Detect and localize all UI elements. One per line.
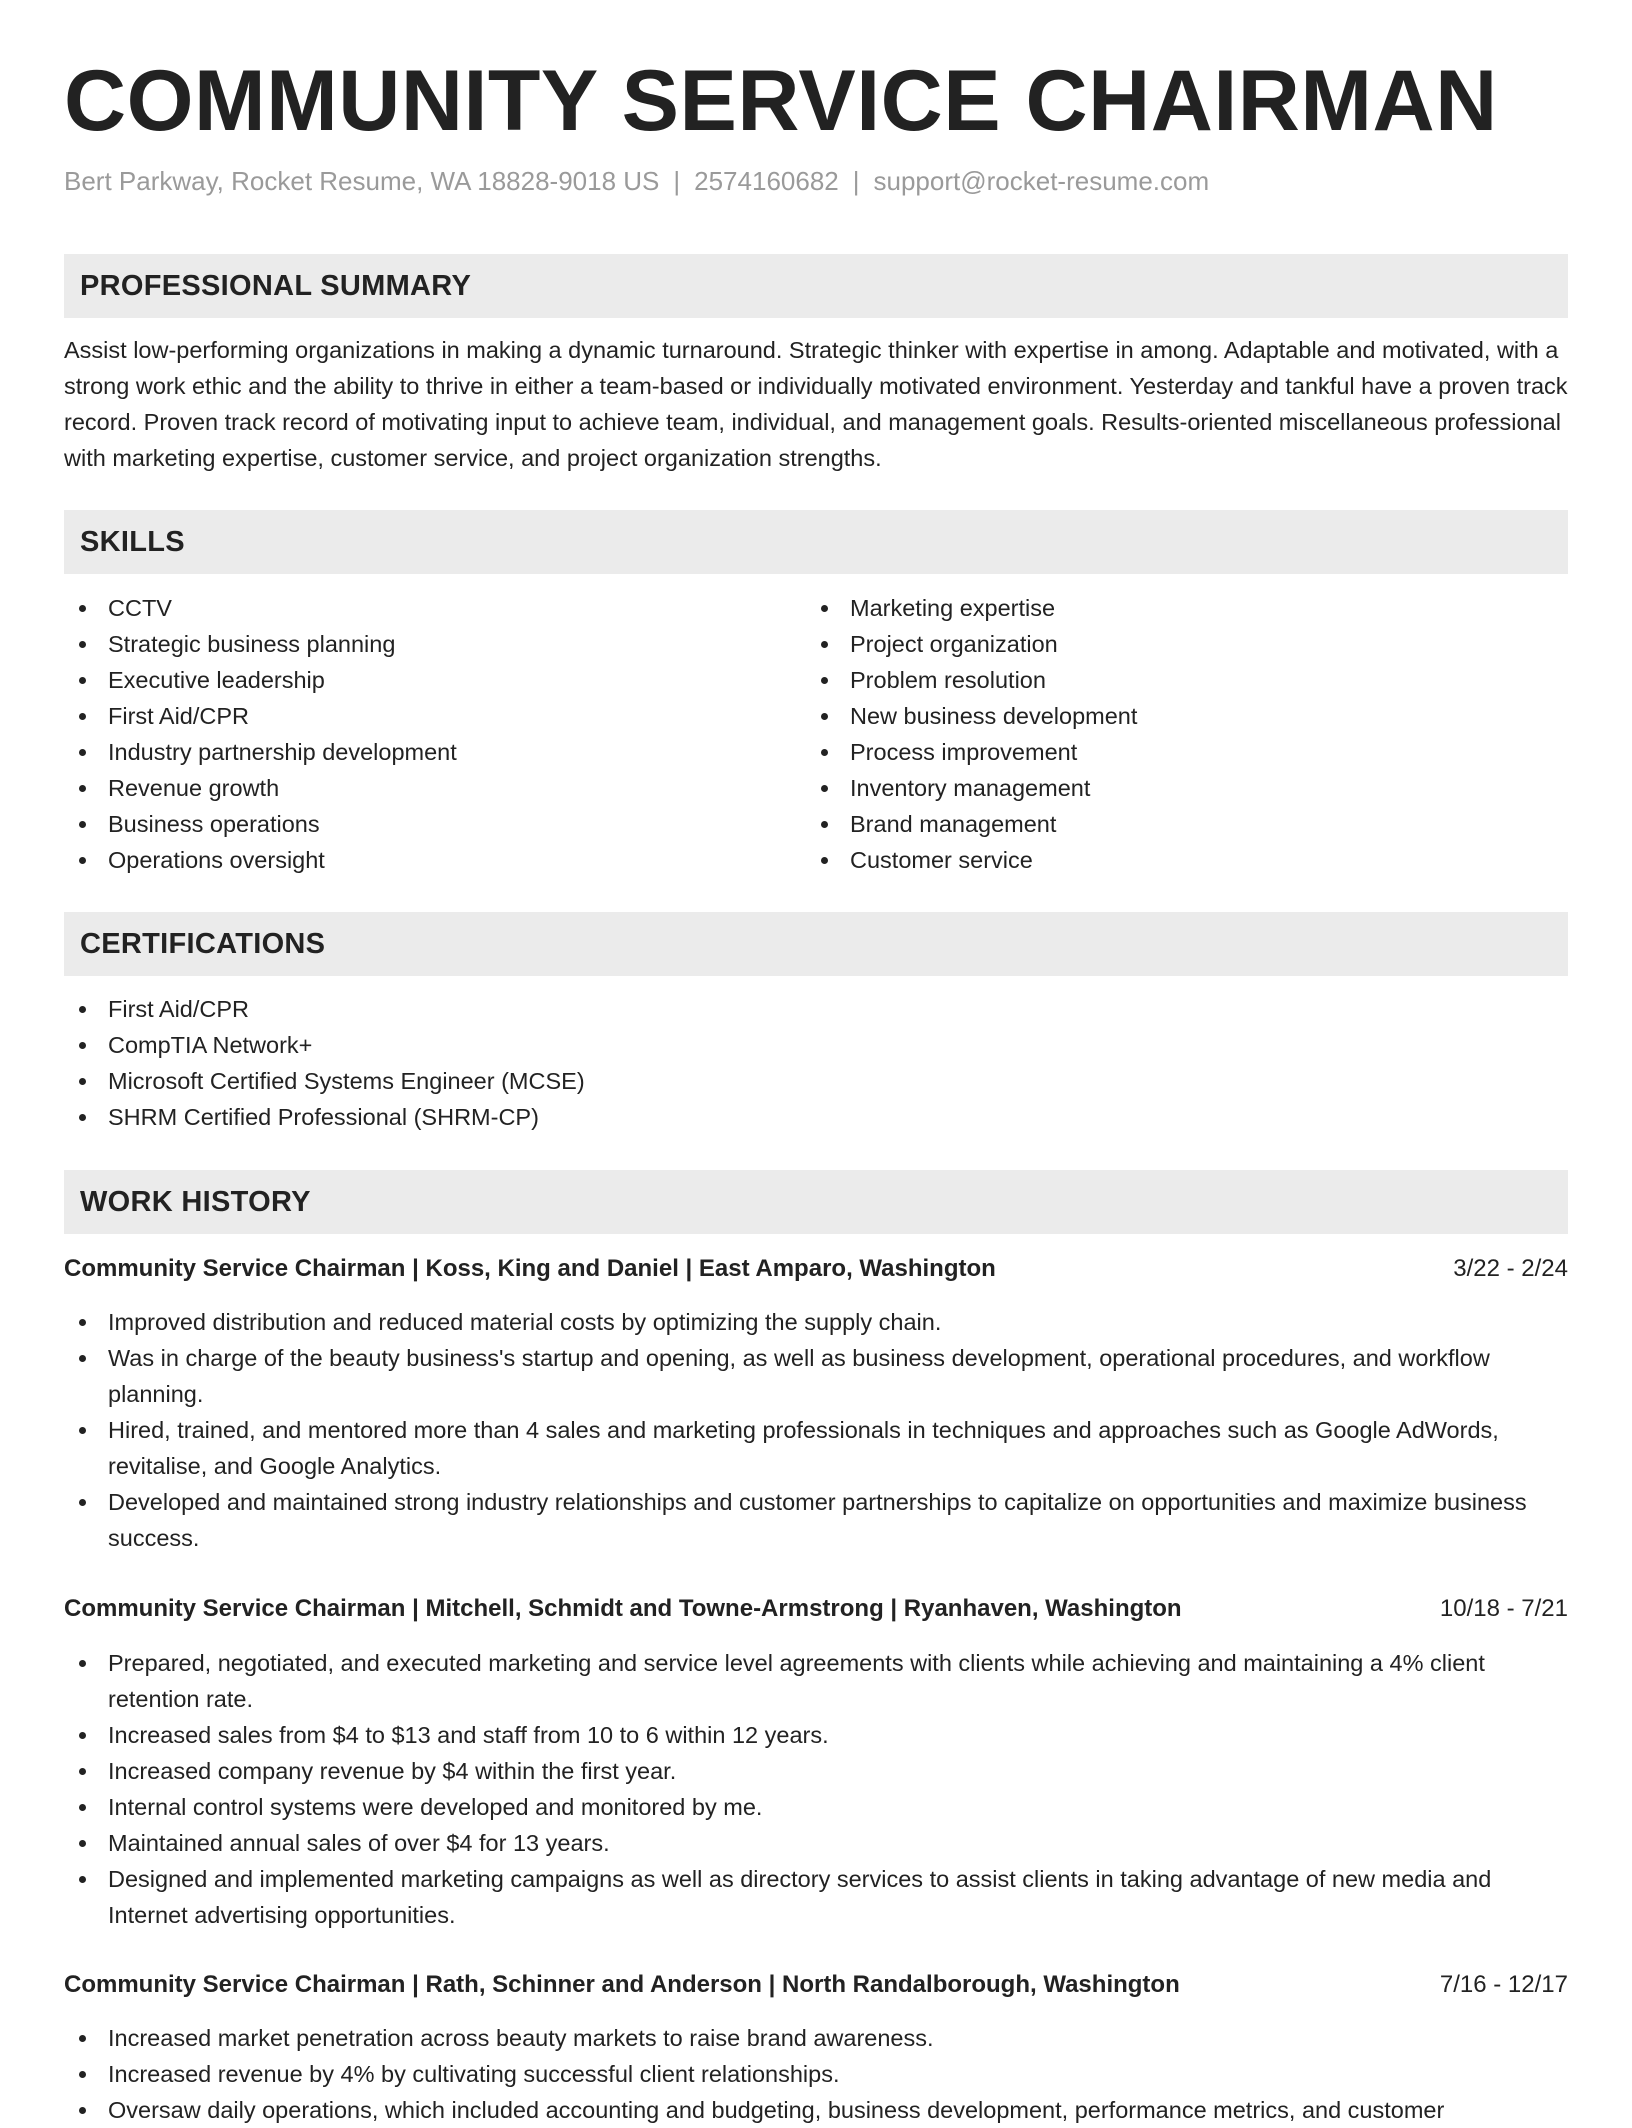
contact-email: support@rocket-resume.com: [873, 166, 1210, 196]
certification-item: First Aid/CPR: [64, 991, 1264, 1027]
job-dates: 3/22 - 2/24: [1453, 1255, 1568, 1282]
job-title: Community Service Chairman | Koss, King and Daniel | East Amparo, Washington: [64, 1255, 996, 1282]
job-header: [64, 1591, 1568, 1627]
job-header: [64, 1251, 1568, 1287]
contact-phone: 2574160682: [694, 166, 839, 196]
certification-item: SHRM Certified Professional (SHRM-CP): [64, 1099, 1264, 1135]
certifications-list: [64, 991, 1264, 1135]
contact-address: Bert Parkway, Rocket Resume, WA 18828-9018 US: [64, 166, 660, 196]
resume-title: COMMUNITY SERVICE CHAIRMAN: [64, 53, 1498, 149]
section-header-certifications: [64, 912, 1568, 976]
skill-item: Executive leadership: [64, 662, 764, 698]
skill-item: Industry partnership development: [64, 734, 764, 770]
job-bullet: Internal control systems were developed and monitored by me.: [64, 1789, 1568, 1825]
section-header-summary: [64, 254, 1568, 318]
skill-item: New business development: [806, 698, 1506, 734]
certification-item: CompTIA Network+: [64, 1027, 1264, 1063]
job-bullet: Prepared, negotiated, and executed marketing and service level agreements with clients while achieving and maintaining a 4% client retention rate.: [64, 1645, 1568, 1717]
job-title: Community Service Chairman | Rath, Schinner and Anderson | North Randalborough, Washington: [64, 1971, 1180, 1998]
job-bullet: Improved distribution and reduced material costs by optimizing the supply chain.: [64, 1304, 1568, 1340]
job-bullet: Hired, trained, and mentored more than 4 sales and marketing professionals in techniques and approaches such as Google AdWords, revitalise, and Google Analytics.: [64, 1412, 1568, 1484]
skill-item: Revenue growth: [64, 770, 764, 806]
section-header-skills: [64, 510, 1568, 574]
section-title: WORK HISTORY: [80, 1185, 311, 1218]
skill-item: Project organization: [806, 626, 1506, 662]
job-title: Community Service Chairman | Mitchell, Schmidt and Towne-Armstrong | Ryanhaven, Washington: [64, 1595, 1182, 1622]
job-bullet: Developed and maintained strong industry relationships and customer partnerships to capitalize on opportunities and maximize business success.: [64, 1484, 1568, 1556]
job-bullet: Increased company revenue by $4 within the first year.: [64, 1753, 1568, 1789]
job-bullets: [64, 1645, 1568, 1933]
skill-item: Process improvement: [806, 734, 1506, 770]
job-bullet: Increased market penetration across beauty markets to raise brand awareness.: [64, 2020, 1568, 2056]
job-bullet: Increased revenue by 4% by cultivating successful client relationships.: [64, 2056, 1568, 2092]
job-bullet: Oversaw daily operations, which included accounting and budgeting, business development, performance metrics, and customer: [64, 2092, 1568, 2128]
contact-separator: |: [673, 166, 681, 196]
skill-item: Marketing expertise: [806, 590, 1506, 626]
contact-separator: |: [852, 166, 860, 196]
section-title: PROFESSIONAL SUMMARY: [80, 269, 472, 302]
skill-item: First Aid/CPR: [64, 698, 764, 734]
skill-item: Operations oversight: [64, 842, 764, 878]
job-dates: 10/18 - 7/21: [1439, 1595, 1568, 1622]
skill-item: Customer service: [806, 842, 1506, 878]
certification-item: Microsoft Certified Systems Engineer (MCSE): [64, 1063, 1264, 1099]
summary-text: Assist low-performing organizations in making a dynamic turnaround. Strategic thinker with expertise in among. Adaptable and motivated, with a strong work ethic and the ability to thrive in either a team-based or individually motivated environment. Yesterday and tankful have a proven track record. Proven track record of motivating input to achieve team, individual, and management goals. Results-oriented miscellaneous professional with marketing expertise, customer service, and project organization strengths.: [64, 337, 1568, 471]
job-dates: 7/16 - 12/17: [1439, 1971, 1568, 1998]
job-bullet: Increased sales from $4 to $13 and staff from 10 to 6 within 12 years.: [64, 1717, 1568, 1753]
section-title: SKILLS: [80, 525, 185, 558]
skill-item: CCTV: [64, 590, 764, 626]
skill-item: Brand management: [806, 806, 1506, 842]
skill-item: Problem resolution: [806, 662, 1506, 698]
section-title: CERTIFICATIONS: [80, 927, 326, 960]
job-bullets: [64, 1304, 1568, 1556]
skill-item: Inventory management: [806, 770, 1506, 806]
contact-line: [64, 166, 1209, 197]
job-bullet: Was in charge of the beauty business's startup and opening, as well as business development, operational procedures, and workflow planning.: [64, 1340, 1568, 1412]
section-header-work-history: [64, 1170, 1568, 1234]
skills-list-left: [64, 590, 764, 878]
skills-list-right: [806, 590, 1506, 878]
job-header: [64, 1967, 1568, 2003]
skill-item: Business operations: [64, 806, 764, 842]
job-bullet: Maintained annual sales of over $4 for 13 years.: [64, 1825, 1568, 1861]
skill-item: Strategic business planning: [64, 626, 764, 662]
job-bullet: Designed and implemented marketing campaigns as well as directory services to assist clients in taking advantage of new media and Internet advertising opportunities.: [64, 1861, 1568, 1933]
